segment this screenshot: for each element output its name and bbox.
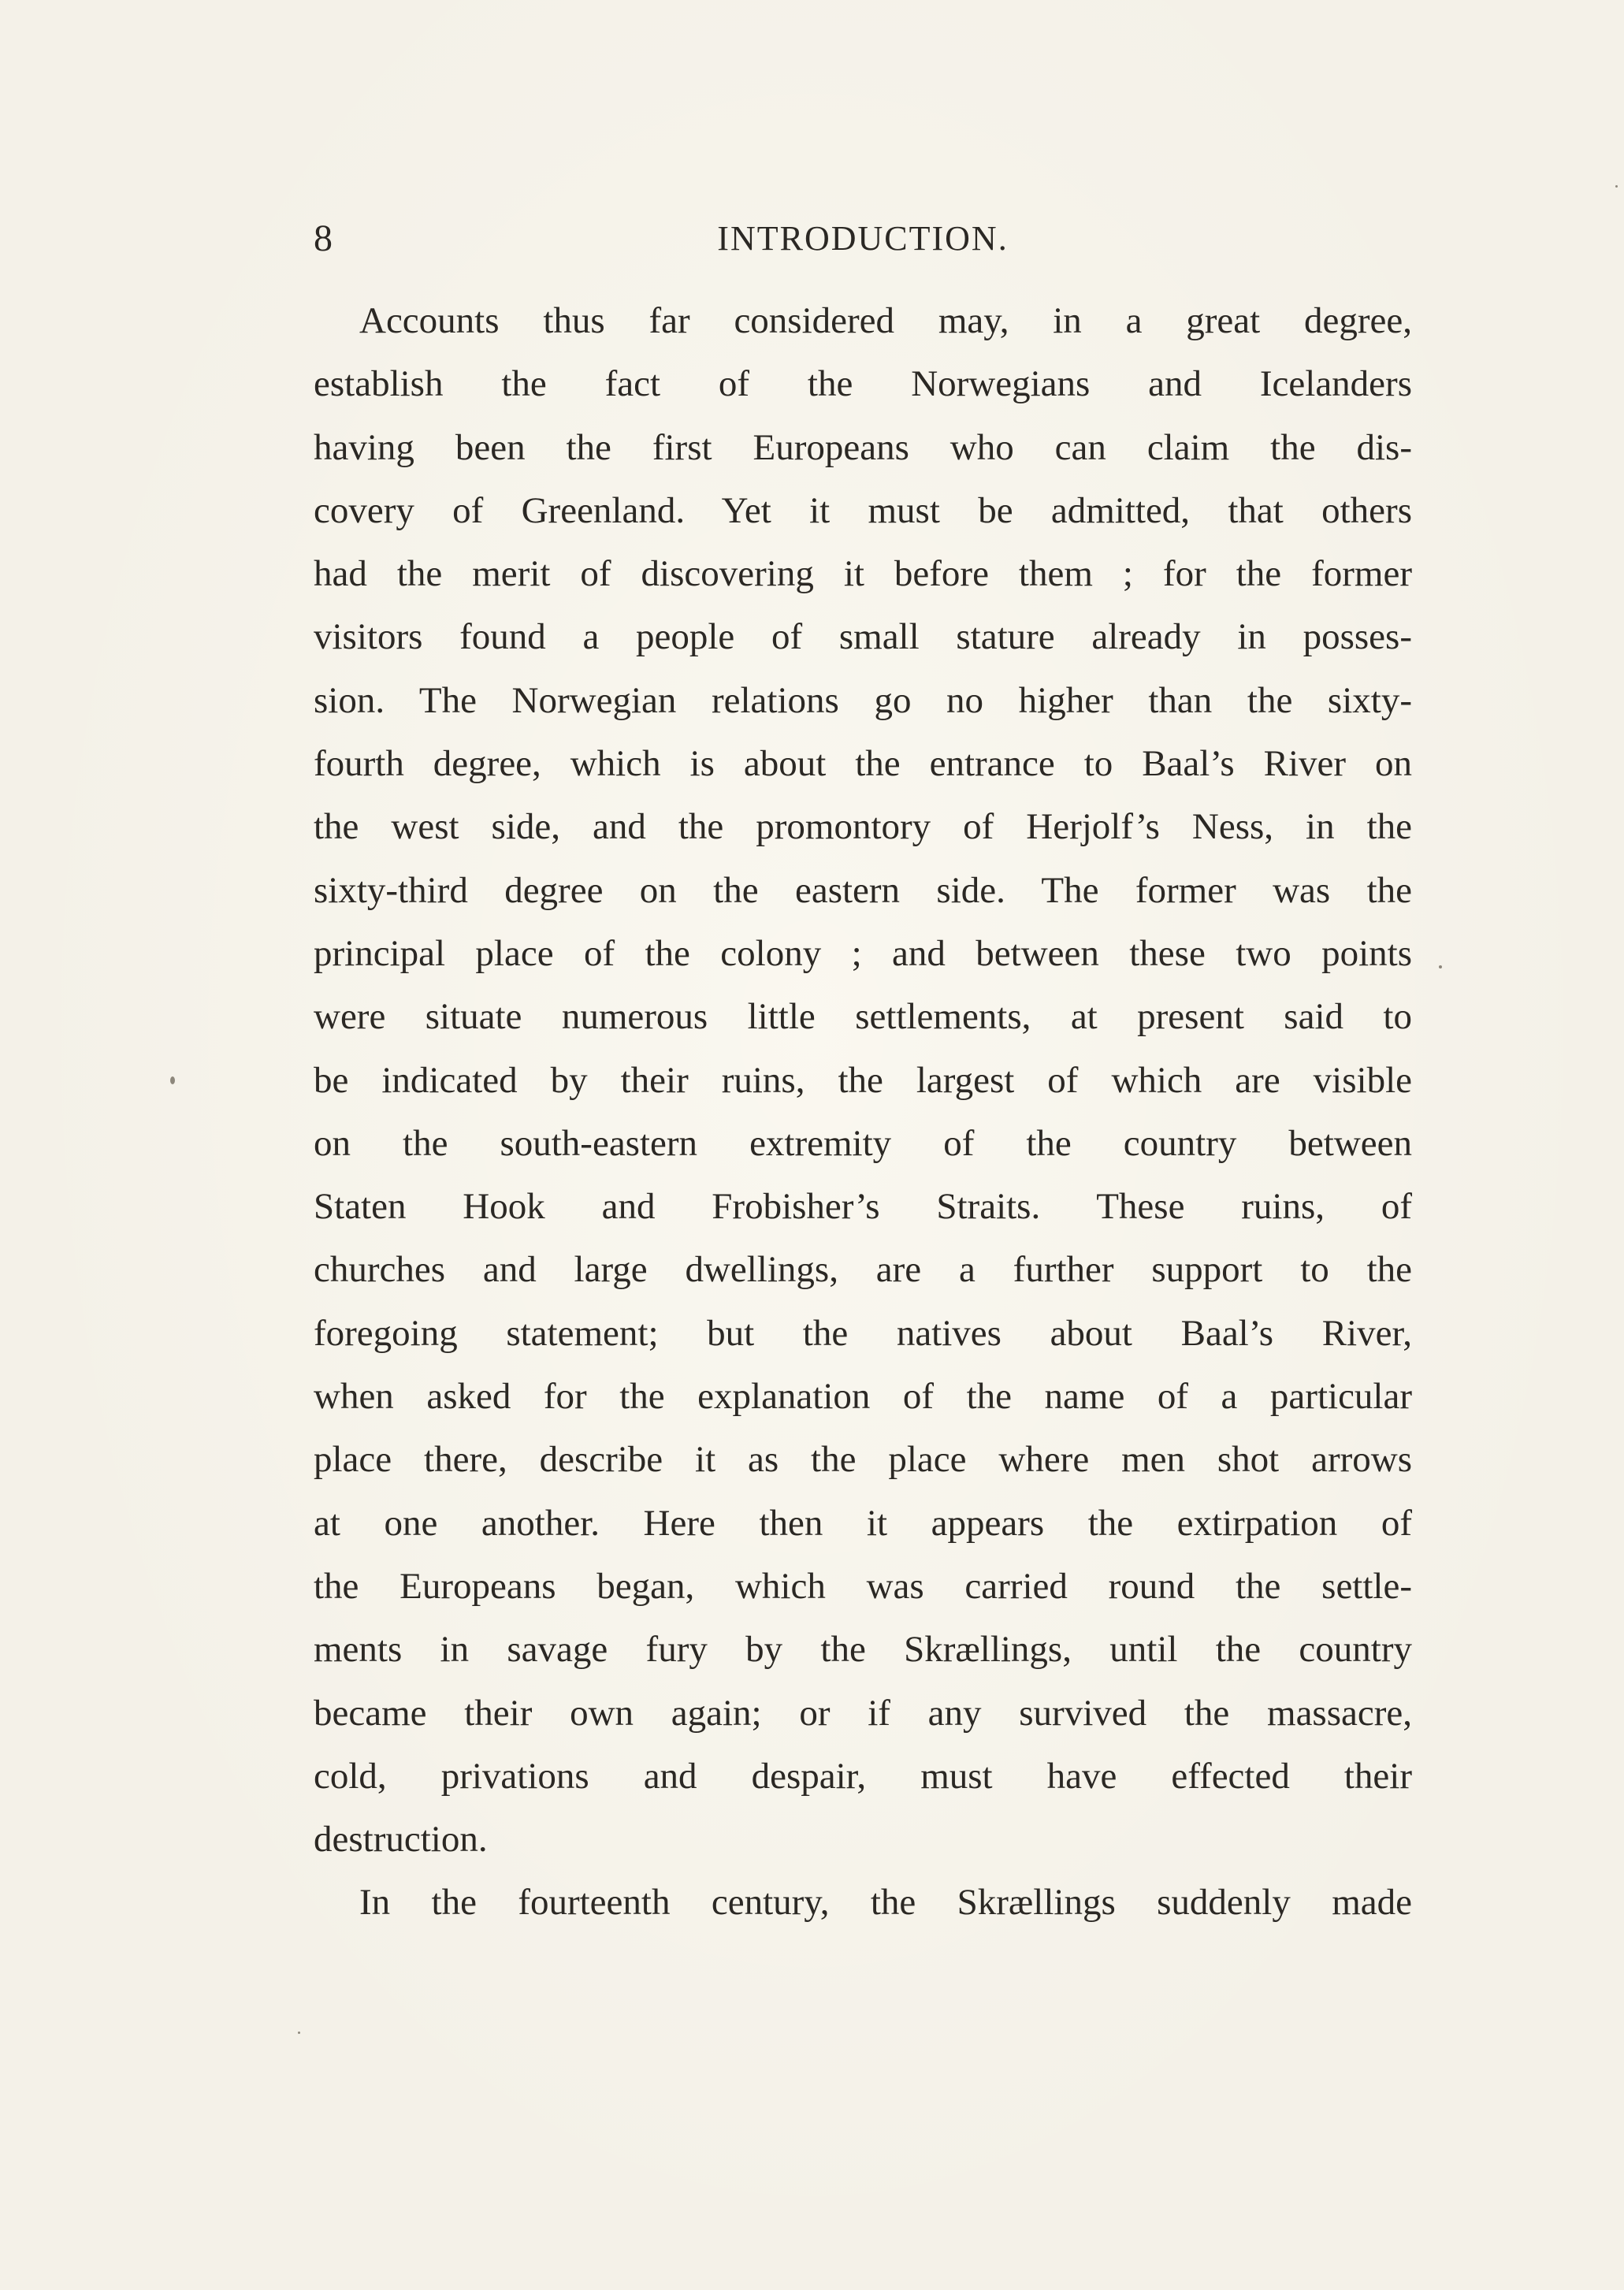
text-line: covery of Greenland. Yet it must be admitted, that others — [314, 489, 1412, 531]
text-line: destruction. — [314, 1819, 488, 1861]
text-line: churches and large dwellings, are a further support to the — [314, 1249, 1412, 1291]
text-line: at one another. Here then it appears the extirpation of — [314, 1502, 1412, 1544]
text-line: principal place of the colony ; and between these two points — [314, 932, 1412, 974]
text-line: fourth degree, which is about the entrance to Baal’s River on — [314, 743, 1412, 785]
text-line: on the south-eastern extremity of the country between — [314, 1122, 1412, 1164]
text-line: sixty-third degree on the eastern side. The former was the — [314, 869, 1412, 911]
text-line: foregoing statement; but the natives about Baal’s River, — [314, 1312, 1412, 1354]
text-line: establish the fact of the Norwegians and Icelanders — [314, 363, 1412, 405]
text-line: having been the first Europeans who can claim the dis- — [314, 426, 1412, 468]
text-line: became their own again; or if any survived the massacre, — [314, 1692, 1412, 1734]
paragraph — [314, 289, 1412, 1871]
page-number: 8 — [314, 217, 333, 259]
text-line: In the fourteenth century, the Skrællings suddenly made — [359, 1882, 1412, 1924]
text-line: sion. The Norwegian relations go no higher than the sixty- — [314, 679, 1412, 721]
text-line: the west side, and the promontory of Herjolf’s Ness, in the — [314, 806, 1412, 848]
text-line: when asked for the explanation of the name of a particular — [314, 1376, 1412, 1418]
paper-speck — [1615, 185, 1618, 188]
paragraph — [314, 1871, 1412, 1934]
text-line: Accounts thus far considered may, in a great degree, — [359, 300, 1412, 341]
running-head-title: INTRODUCTION. — [717, 219, 1009, 258]
text-line: place there, describe it as the place where men shot arrows — [314, 1439, 1412, 1481]
text-line: ments in savage fury by the Skrællings, until the country — [314, 1629, 1412, 1671]
paper-speck — [298, 2032, 300, 2034]
body-text — [314, 289, 1412, 1935]
text-line: had the merit of discovering it before them ; for the former — [314, 553, 1412, 595]
running-head — [314, 211, 1412, 266]
text-line: Staten Hook and Frobisher’s Straits. These ruins, of — [314, 1186, 1412, 1228]
text-line: the Europeans began, which was carried round the settle- — [314, 1565, 1412, 1607]
text-line: visitors found a people of small stature already in posses- — [314, 616, 1412, 658]
text-line: cold, privations and despair, must have effected their — [314, 1755, 1412, 1797]
text-line: be indicated by their ruins, the largest of which are visible — [314, 1059, 1412, 1101]
text-line: were situate numerous little settlements, at present said to — [314, 996, 1412, 1038]
paper-speck — [170, 1076, 175, 1084]
paper-speck — [1439, 965, 1442, 968]
